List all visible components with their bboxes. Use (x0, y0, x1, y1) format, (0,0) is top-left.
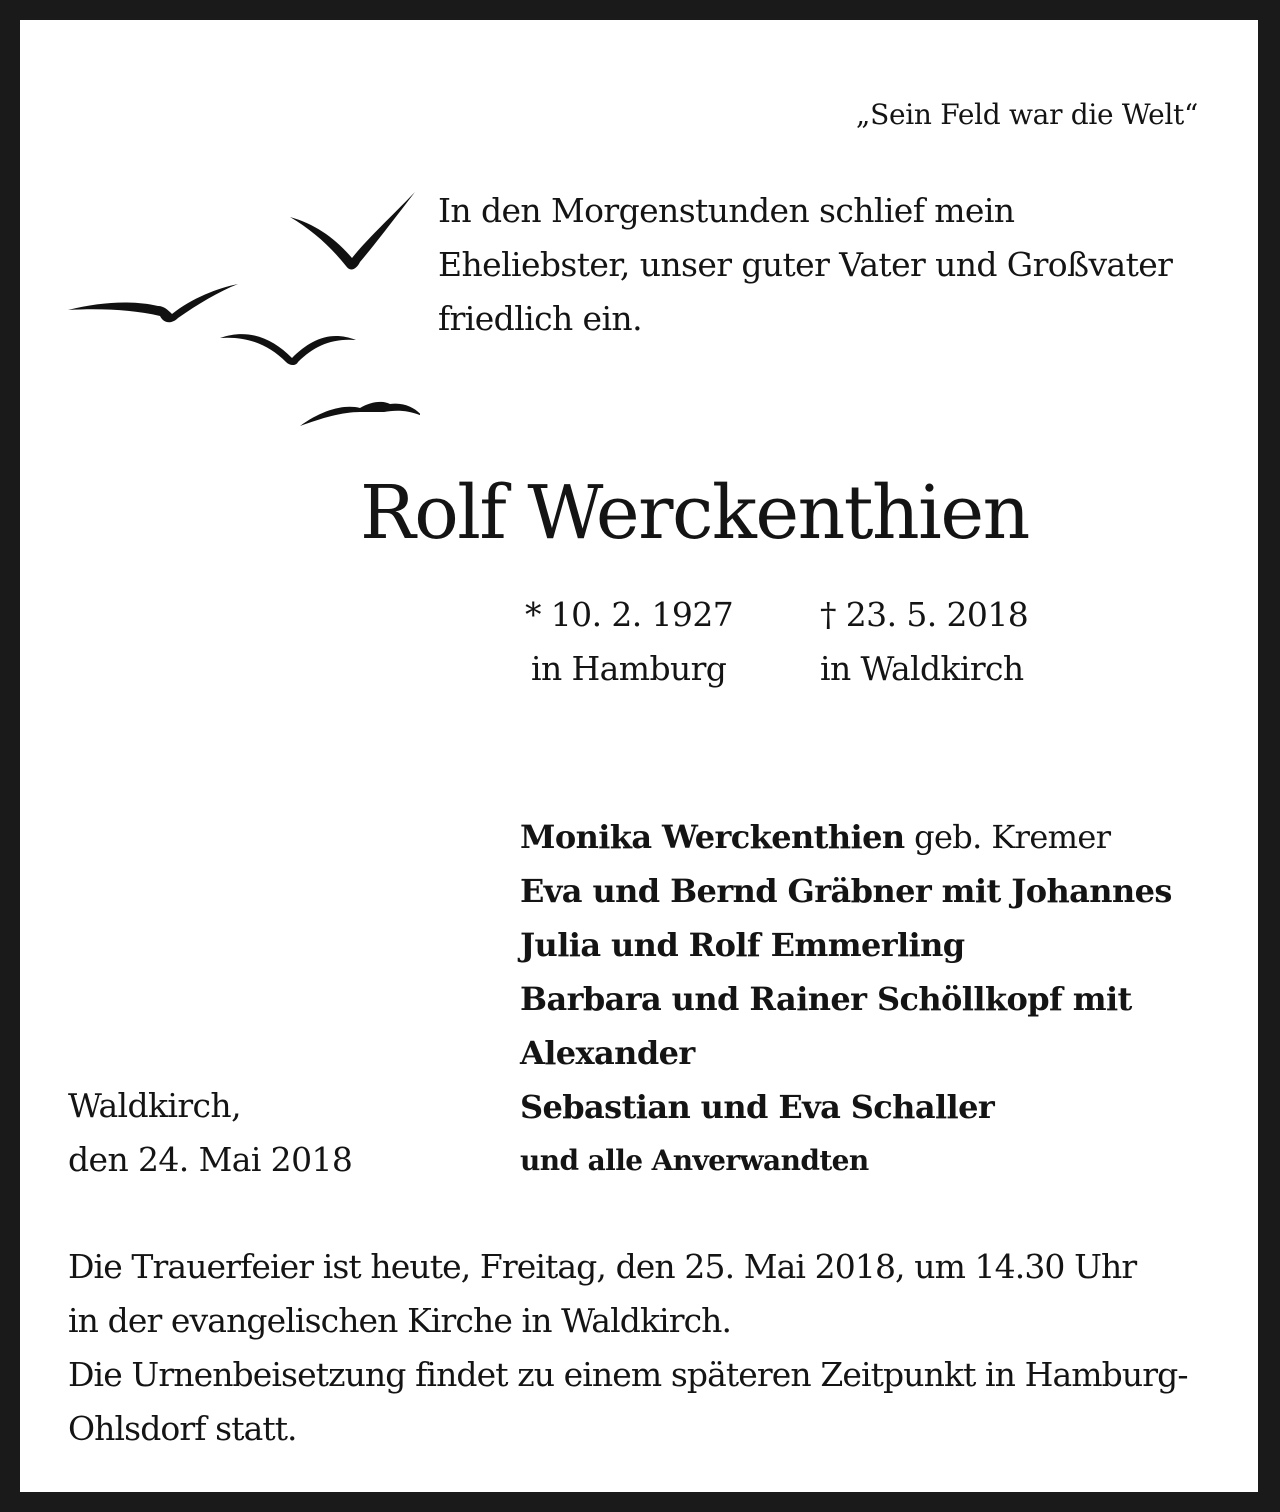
intro-line: In den Morgenstunden schlief mein (438, 191, 1015, 230)
birth-date: * 10. 2. 1927 (525, 595, 734, 634)
bird-icon (290, 192, 415, 269)
death-info (820, 588, 1028, 696)
place-and-date (68, 1079, 352, 1187)
notice-line: Die Urnenbeisetzung findet zu einem späteren Zeitpunkt in Hamburg- (68, 1355, 1188, 1394)
mourner-name: Monika Werckenthien (520, 818, 905, 856)
notice-line: Die Trauerfeier ist heute, Freitag, den 25. Mai 2018, um 14.30 Uhr (68, 1247, 1137, 1286)
date-line: den 24. Mai 2018 (68, 1140, 353, 1179)
mourner-line: Julia und Rolf Emmerling (520, 926, 965, 964)
mourner-line (520, 810, 1172, 864)
bird-icon (220, 334, 356, 365)
intro-line: friedlich ein. (438, 299, 642, 338)
death-date: † 23. 5. 2018 (820, 595, 1029, 634)
place-line: Waldkirch, (68, 1086, 241, 1125)
intro-text (438, 184, 1172, 346)
intro-line: Eheliebster, unser guter Vater und Großvater (438, 245, 1173, 284)
motto-quote: „Sein Feld war die Welt“ (855, 98, 1198, 131)
mourner-suffix: geb. Kremer (904, 818, 1111, 856)
mourner-line: Barbara und Rainer Schöllkopf mit (520, 980, 1132, 1018)
notice-line: Ohlsdorf statt. (68, 1409, 297, 1448)
mourner-line: Sebastian und Eva Schaller (520, 1088, 995, 1126)
flying-birds-icon (60, 180, 420, 440)
mourner-closing: und alle Anverwandten (520, 1144, 869, 1177)
mourner-line: Eva und Bernd Gräbner mit Johannes (520, 872, 1172, 910)
bird-icon (68, 284, 238, 322)
obituary-notice (20, 20, 1258, 1492)
mourner-line: Alexander (520, 1034, 695, 1072)
death-place: in Waldkirch (820, 649, 1024, 688)
mourners-list (520, 810, 1172, 1188)
funeral-notice (68, 1240, 1188, 1456)
notice-line: in der evangelischen Kirche in Waldkirch. (68, 1301, 732, 1340)
bird-icon (300, 402, 420, 426)
birth-place: in Hamburg (531, 649, 727, 688)
birth-info (525, 588, 733, 696)
deceased-name: Rolf Werckenthien (360, 470, 1029, 556)
